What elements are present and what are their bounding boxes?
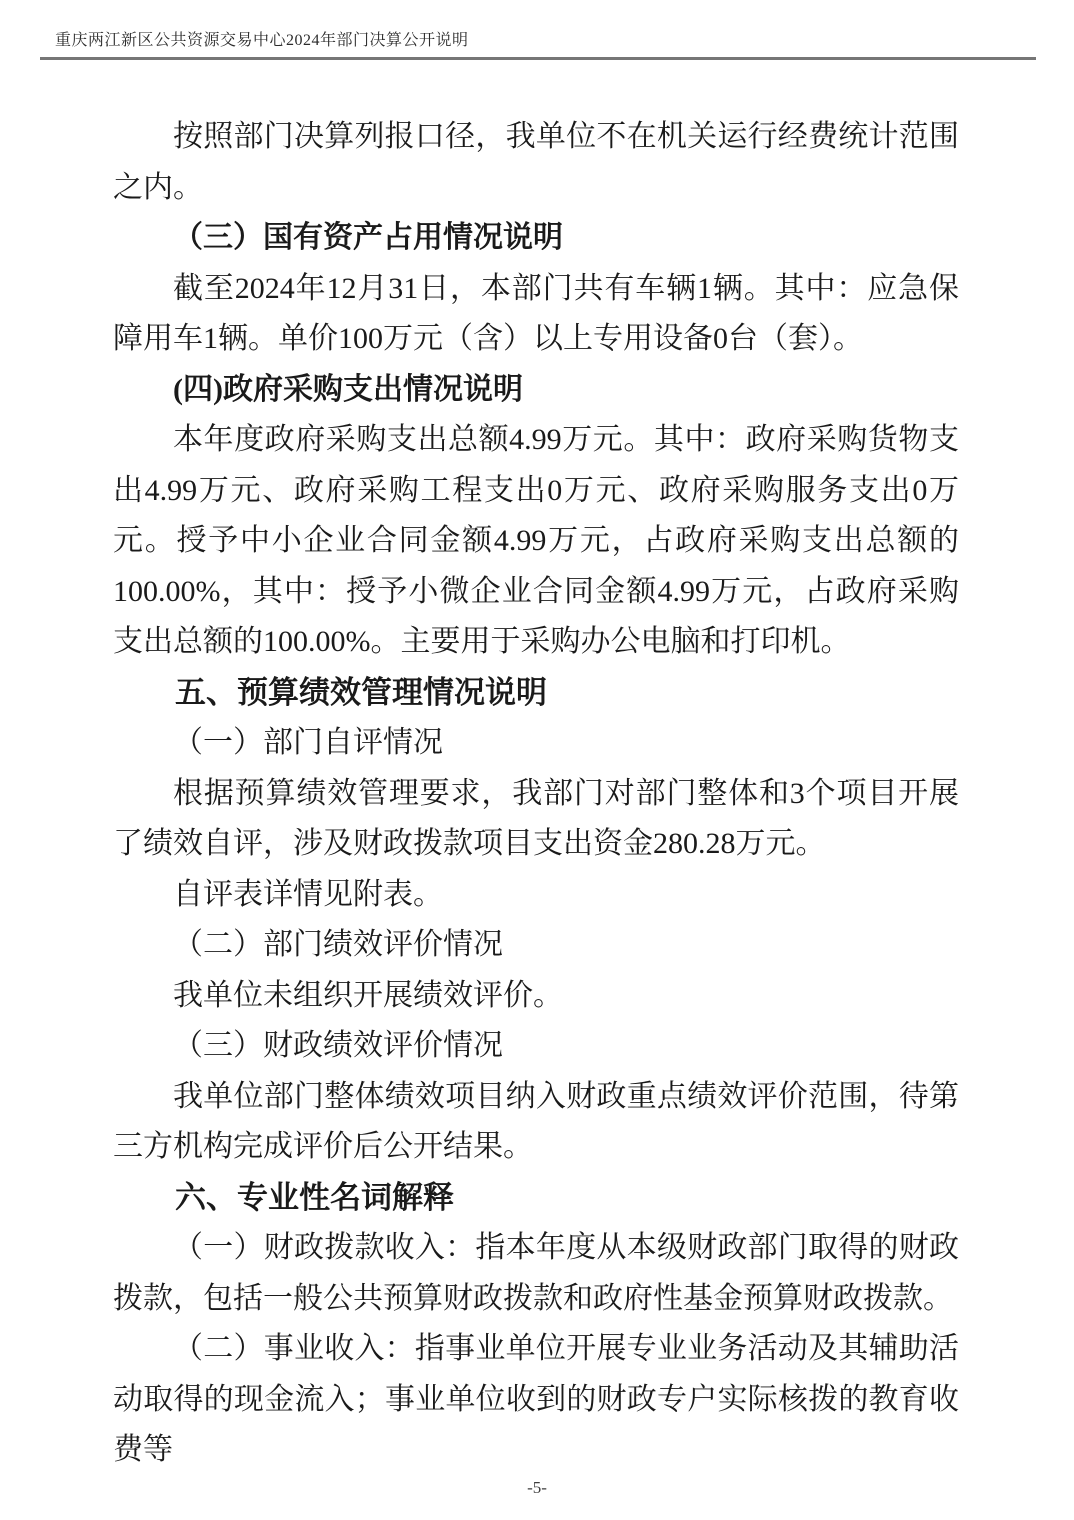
paragraph: 根据预算绩效管理要求，我部门对部门整体和3个项目开展了绩效自评，涉及财政拨款项目支出资金280.28万元。 <box>113 776 959 860</box>
section-heading: （三）财政绩效评价情况 <box>173 1029 503 1062</box>
section-heading: 五、预算绩效管理情况说明 <box>175 674 547 710</box>
paragraph: 按照部门决算列报口径，我单位不在机关运行经费统计范围之内。 <box>113 120 959 204</box>
section-heading: （二）部门绩效评价情况 <box>173 928 503 961</box>
paragraph: （二）事业收入：指事业单位开展专业业务活动及其辅助活动取得的现金流入；事业单位收到的财政专户实际核拨的教育收费等 <box>113 1332 959 1466</box>
section-heading: （一）部门自评情况 <box>173 726 443 759</box>
header-rule <box>40 57 1036 60</box>
page-header-title: 重庆两江新区公共资源交易中心2024年部门决算公开说明 <box>55 32 469 49</box>
paragraph: 我单位部门整体绩效项目纳入财政重点绩效评价范围，待第三方机构完成评价后公开结果。 <box>113 1079 959 1163</box>
paragraph: （一）财政拨款收入：指本年度从本级财政部门取得的财政拨款，包括一般公共预算财政拨款和政府性基金预算财政拨款。 <box>113 1231 959 1315</box>
section-heading: 六、专业性名词解释 <box>175 1179 454 1215</box>
paragraph: 自评表详情见附表。 <box>173 877 443 911</box>
section-heading: (四)政府采购支出情况说明 <box>173 372 523 406</box>
paragraph: 本年度政府采购支出总额4.99万元。其中：政府采购货物支出4.99万元、政府采购工程支出0万元、政府采购服务支出0万元。授予中小企业合同金额4.99万元，占政府采购支出总额的100.00%，其中：授予小微企业合同金额4.99万元，占政府采购支出总额的100.00%。主要用于采购办公电脑和打印机。 <box>113 423 959 658</box>
paragraph: 截至2024年12月31日，本部门共有车辆1辆。其中：应急保障用车1辆。单价100万元（含）以上专用设备0台（套）。 <box>113 271 959 355</box>
page-number: -5- <box>527 1478 547 1497</box>
section-heading: （三）国有资产占用情况说明 <box>173 221 563 254</box>
paragraph: 我单位未组织开展绩效评价。 <box>173 978 563 1012</box>
document-body <box>113 112 959 1476</box>
